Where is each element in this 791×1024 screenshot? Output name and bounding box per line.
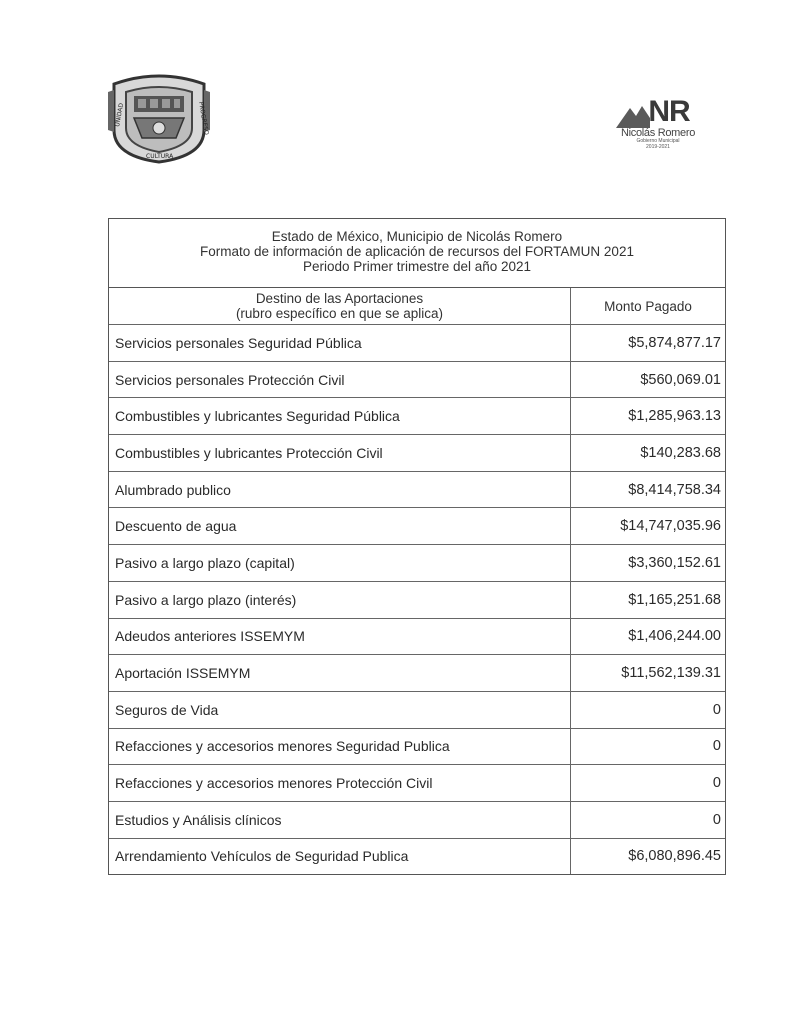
column-header-row	[109, 288, 725, 325]
table-row	[109, 692, 725, 729]
svg-text:PROGRESO: PROGRESO	[197, 101, 210, 136]
destino-cell: Combustibles y lubricantes Protección Civil	[109, 435, 571, 471]
table-row	[109, 472, 725, 509]
table-row	[109, 765, 725, 802]
destino-cell: Servicios personales Protección Civil	[109, 362, 571, 398]
monto-cell: $560,069.01	[640, 371, 721, 388]
table-row	[109, 802, 725, 839]
destino-cell: Adeudos anteriores ISSEMYM	[109, 619, 571, 655]
table-row	[109, 655, 725, 692]
destino-cell: Arrendamiento Vehículos de Seguridad Publica	[109, 839, 571, 875]
destino-cell: Seguros de Vida	[109, 692, 571, 728]
logo-mark: NR	[648, 95, 690, 128]
monto-cell: $6,080,896.45	[628, 848, 721, 865]
monto-cell: $1,406,244.00	[628, 628, 721, 645]
monto-cell: $5,874,877.17	[628, 334, 721, 351]
table-row	[109, 398, 725, 435]
table-row	[109, 729, 725, 766]
table-title	[109, 219, 725, 288]
column-header-monto: Monto Pagado	[604, 298, 692, 314]
destino-cell: Pasivo a largo plazo (interés)	[109, 582, 571, 618]
table-row	[109, 435, 725, 472]
monto-cell: $11,562,139.31	[621, 665, 721, 682]
table-row	[109, 325, 725, 362]
table-row	[109, 582, 725, 619]
fortamun-table	[108, 218, 726, 875]
destino-cell: Pasivo a largo plazo (capital)	[109, 545, 571, 581]
destino-cell: Refacciones y accesorios menores Seguridad Publica	[109, 729, 571, 765]
destino-cell: Estudios y Análisis clínicos	[109, 802, 571, 838]
destino-cell: Refacciones y accesorios menores Protección Civil	[109, 765, 571, 801]
destino-cell: Aportación ISSEMYM	[109, 655, 571, 691]
monto-cell: $8,414,758.34	[628, 481, 721, 498]
svg-text:UNIDAD: UNIDAD	[114, 102, 126, 128]
logo-years: 2019-2021	[646, 144, 670, 150]
monto-cell: $140,283.68	[640, 444, 721, 461]
monto-cell: 0	[712, 738, 721, 755]
monto-cell: $3,360,152.61	[628, 554, 721, 571]
logo-name: Nicolás Romero	[620, 127, 696, 139]
municipal-logo	[610, 96, 706, 158]
monto-cell: $1,165,251.68	[628, 591, 721, 608]
svg-text:CULTURA: CULTURA	[146, 153, 174, 160]
table-row	[109, 839, 725, 875]
table-row	[109, 508, 725, 545]
title-line-format: Formato de información de aplicación de recursos del FORTAMUN 2021	[200, 244, 634, 259]
column-header-destino: Destino de las Aportaciones (rubro específico en que se aplica)	[109, 288, 571, 324]
table-row	[109, 619, 725, 656]
table-row	[109, 362, 725, 399]
municipal-seal-icon	[104, 72, 214, 164]
monto-cell: 0	[712, 775, 721, 792]
destino-cell: Combustibles y lubricantes Seguridad Pública	[109, 398, 571, 434]
monto-cell: $1,285,963.13	[628, 408, 721, 425]
logo-subtitle: Gobierno Municipal	[636, 138, 680, 144]
table-row	[109, 545, 725, 582]
monto-cell: 0	[712, 811, 721, 828]
title-line-period: Periodo Primer trimestre del año 2021	[302, 259, 532, 274]
monto-cell: $14,747,035.96	[620, 518, 721, 535]
title-line-state: Estado de México, Municipio de Nicolás Romero	[271, 229, 563, 244]
monto-cell: 0	[712, 701, 721, 718]
destino-cell: Descuento de agua	[109, 508, 571, 544]
destino-cell: Alumbrado publico	[109, 472, 571, 508]
destino-cell: Servicios personales Seguridad Pública	[109, 325, 571, 361]
